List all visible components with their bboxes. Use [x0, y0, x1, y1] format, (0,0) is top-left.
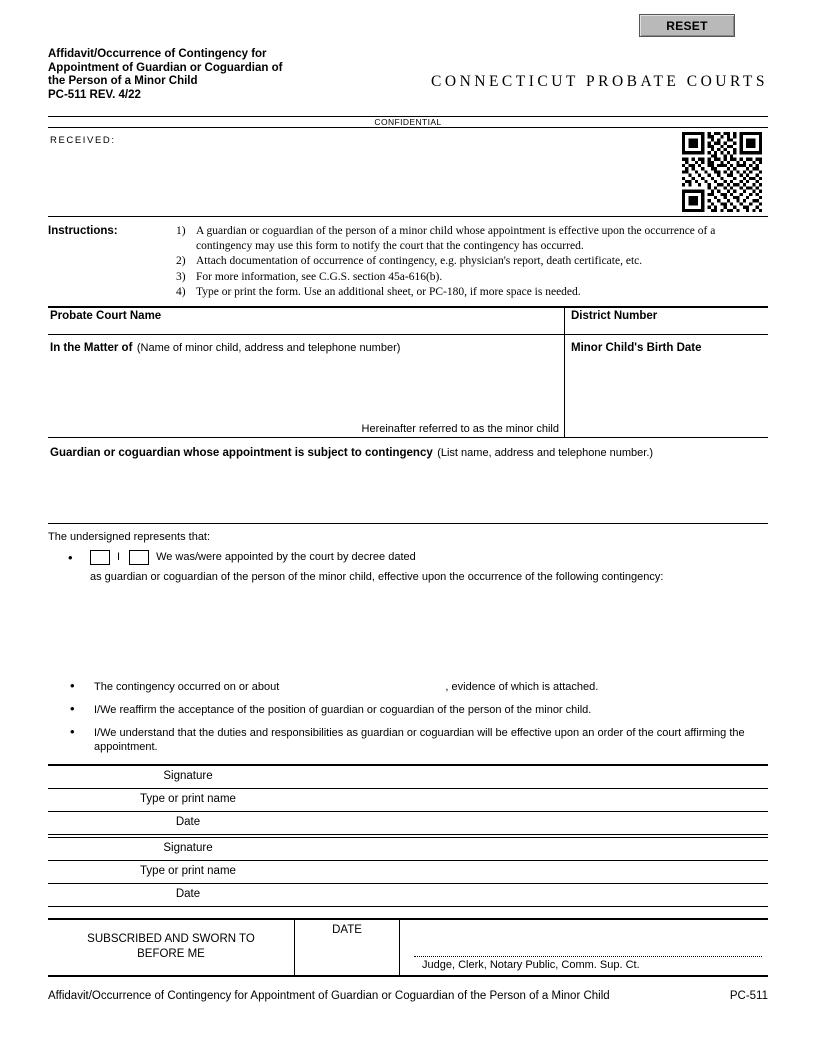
- printed-name-2-field[interactable]: [48, 861, 768, 884]
- instruction-number: 3): [176, 270, 186, 283]
- birth-date-label: Minor Child's Birth Date: [571, 341, 702, 354]
- guardian-hint: (List name, address and telephone number.): [437, 446, 654, 459]
- guardian-label: Guardian or coguardian whose appointment is subject to contingency: [50, 446, 433, 459]
- printed-name-label: Type or print name: [140, 792, 236, 805]
- footer-form-number: PC-511: [729, 989, 768, 1002]
- instruction-item-4: [176, 285, 768, 300]
- probate-court-name-field[interactable]: [161, 310, 562, 332]
- guardian-info-field[interactable]: [52, 462, 764, 519]
- contingency-description-field[interactable]: [90, 583, 768, 671]
- signature-label: Signature: [163, 769, 213, 782]
- instruction-text: A guardian or coguardian of the person of a minor child whose appointment is effective upon the occurrence of a contingency may use this form to notify the court that the contingency has occurred.: [196, 225, 716, 252]
- decree-date-field[interactable]: [425, 550, 768, 564]
- instruction-text: For more information, see C.G.S. section 45a-616(b).: [196, 270, 443, 283]
- form-title-line-2: Appointment of Guardian or Coguardian of: [48, 61, 283, 74]
- notary-section: [48, 918, 768, 977]
- matter-of-label: In the Matter of: [50, 341, 133, 354]
- guardian-label-line: [50, 443, 766, 461]
- i-checkbox[interactable]: [90, 550, 110, 565]
- instruction-list: [176, 224, 768, 301]
- court-name-row: [48, 308, 768, 335]
- signature-label: Signature: [163, 841, 213, 854]
- instruction-item-3: [176, 270, 768, 285]
- contingency-intro-text: as guardian or coguardian of the person of the minor child, effective upon the occurrence of the following contingency:: [90, 570, 664, 583]
- form-number-revision: PC-511 REV. 4/22: [48, 88, 141, 101]
- birth-date-field[interactable]: [571, 356, 762, 426]
- date-1-field[interactable]: [48, 812, 768, 835]
- instruction-text: Attach documentation of occurrence of contingency, e.g. physician's report, death certificate, etc.: [196, 255, 643, 267]
- page-footer: [48, 990, 768, 1002]
- instructions-section: [48, 217, 768, 308]
- bullet-icon: [68, 550, 90, 565]
- matter-of-cell: [48, 335, 565, 437]
- undersigned-intro: The undersigned represents that:: [48, 530, 211, 543]
- instruction-number: 2): [176, 255, 186, 267]
- notary-signature-cell: [400, 920, 768, 975]
- guardian-section: [48, 438, 768, 524]
- printed-name-1-field[interactable]: [48, 789, 768, 812]
- probate-court-name-cell: [48, 308, 565, 334]
- court-name-heading: CONNECTICUT PROBATE COURTS: [431, 73, 768, 90]
- confidential-banner: CONFIDENTIAL: [48, 116, 768, 128]
- reaffirm-statement: • I/We reaffirm the acceptance of the position of guardian or coguardian of the person of the minor child.: [48, 703, 768, 717]
- notary-date-field[interactable]: [295, 936, 399, 975]
- date-label: Date: [175, 887, 201, 900]
- signature-2-field[interactable]: [48, 838, 768, 861]
- matter-row: [48, 335, 768, 438]
- understand-statement: • I/We understand that the duties and responsibilities as guardian or coguardian will be effective upon an order of the court affirming the appointment.: [48, 726, 768, 754]
- form-title: [48, 48, 282, 102]
- i-label: I: [117, 551, 121, 563]
- probate-court-name-label: Probate Court Name: [50, 309, 162, 322]
- signature-1-field[interactable]: [48, 766, 768, 789]
- appointment-statement-row: [68, 550, 768, 565]
- notary-date-cell: [295, 920, 400, 975]
- official-title-label: Judge, Clerk, Notary Public, Comm. Sup. Ct.: [422, 958, 640, 971]
- notary-signature-field[interactable]: [414, 949, 762, 957]
- reset-button[interactable]: RESET: [639, 14, 735, 37]
- contingency-date-post-text: , evidence of which is attached.: [445, 680, 599, 693]
- printed-name-label: Type or print name: [140, 864, 236, 877]
- received-box: [48, 128, 768, 217]
- date-2-field[interactable]: [48, 884, 768, 907]
- contingency-date-pre-text: The contingency occurred on or about: [94, 680, 280, 693]
- instruction-item-2: [176, 254, 768, 269]
- footer-title: Affidavit/Occurrence of Contingency for Appointment of Guardian or Coguardian of the Person of a Minor Child: [48, 989, 610, 1002]
- district-number-field[interactable]: [657, 310, 762, 332]
- representations-section: [48, 524, 768, 754]
- district-number-label: District Number: [571, 309, 658, 322]
- sworn-line-1: SUBSCRIBED AND SWORN TO: [87, 933, 255, 945]
- form-title-line-3: the Person of a Minor Child: [48, 75, 198, 87]
- signature-section: [48, 764, 768, 907]
- hereinafter-note: Hereinafter referred to as the minor child: [361, 422, 559, 435]
- instruction-text: Type or print the form. Use an additional sheet, or PC-180, if more space is needed.: [196, 286, 581, 298]
- instruction-number: 1): [176, 225, 186, 237]
- birth-date-cell: [565, 335, 768, 437]
- contingency-date-field[interactable]: [282, 680, 442, 690]
- matter-of-hint: (Name of minor child, address and telephone number): [136, 341, 401, 354]
- form-header: [48, 48, 768, 102]
- contingency-date-statement: [48, 680, 768, 694]
- minor-child-info-field[interactable]: [52, 355, 560, 419]
- sworn-line-2: BEFORE ME: [137, 948, 205, 960]
- instruction-item-1: [176, 224, 768, 253]
- qr-code-icon: [682, 132, 762, 212]
- matter-of-label-line: [50, 338, 562, 356]
- we-checkbox[interactable]: [129, 550, 149, 565]
- received-label: RECEIVED:: [50, 135, 116, 146]
- district-number-cell: [565, 308, 768, 334]
- sworn-statement: [48, 920, 295, 975]
- we-appointed-text: We was/were appointed by the court by decree dated: [156, 551, 416, 563]
- reset-row: [48, 14, 768, 37]
- received-stamp-field[interactable]: [163, 132, 653, 212]
- date-label: Date: [175, 815, 201, 828]
- instruction-number: 4): [176, 286, 186, 298]
- form-title-line-1: Affidavit/Occurrence of Contingency for: [48, 48, 267, 60]
- instructions-label: Instructions:: [48, 225, 118, 237]
- notary-date-label: DATE: [332, 923, 362, 936]
